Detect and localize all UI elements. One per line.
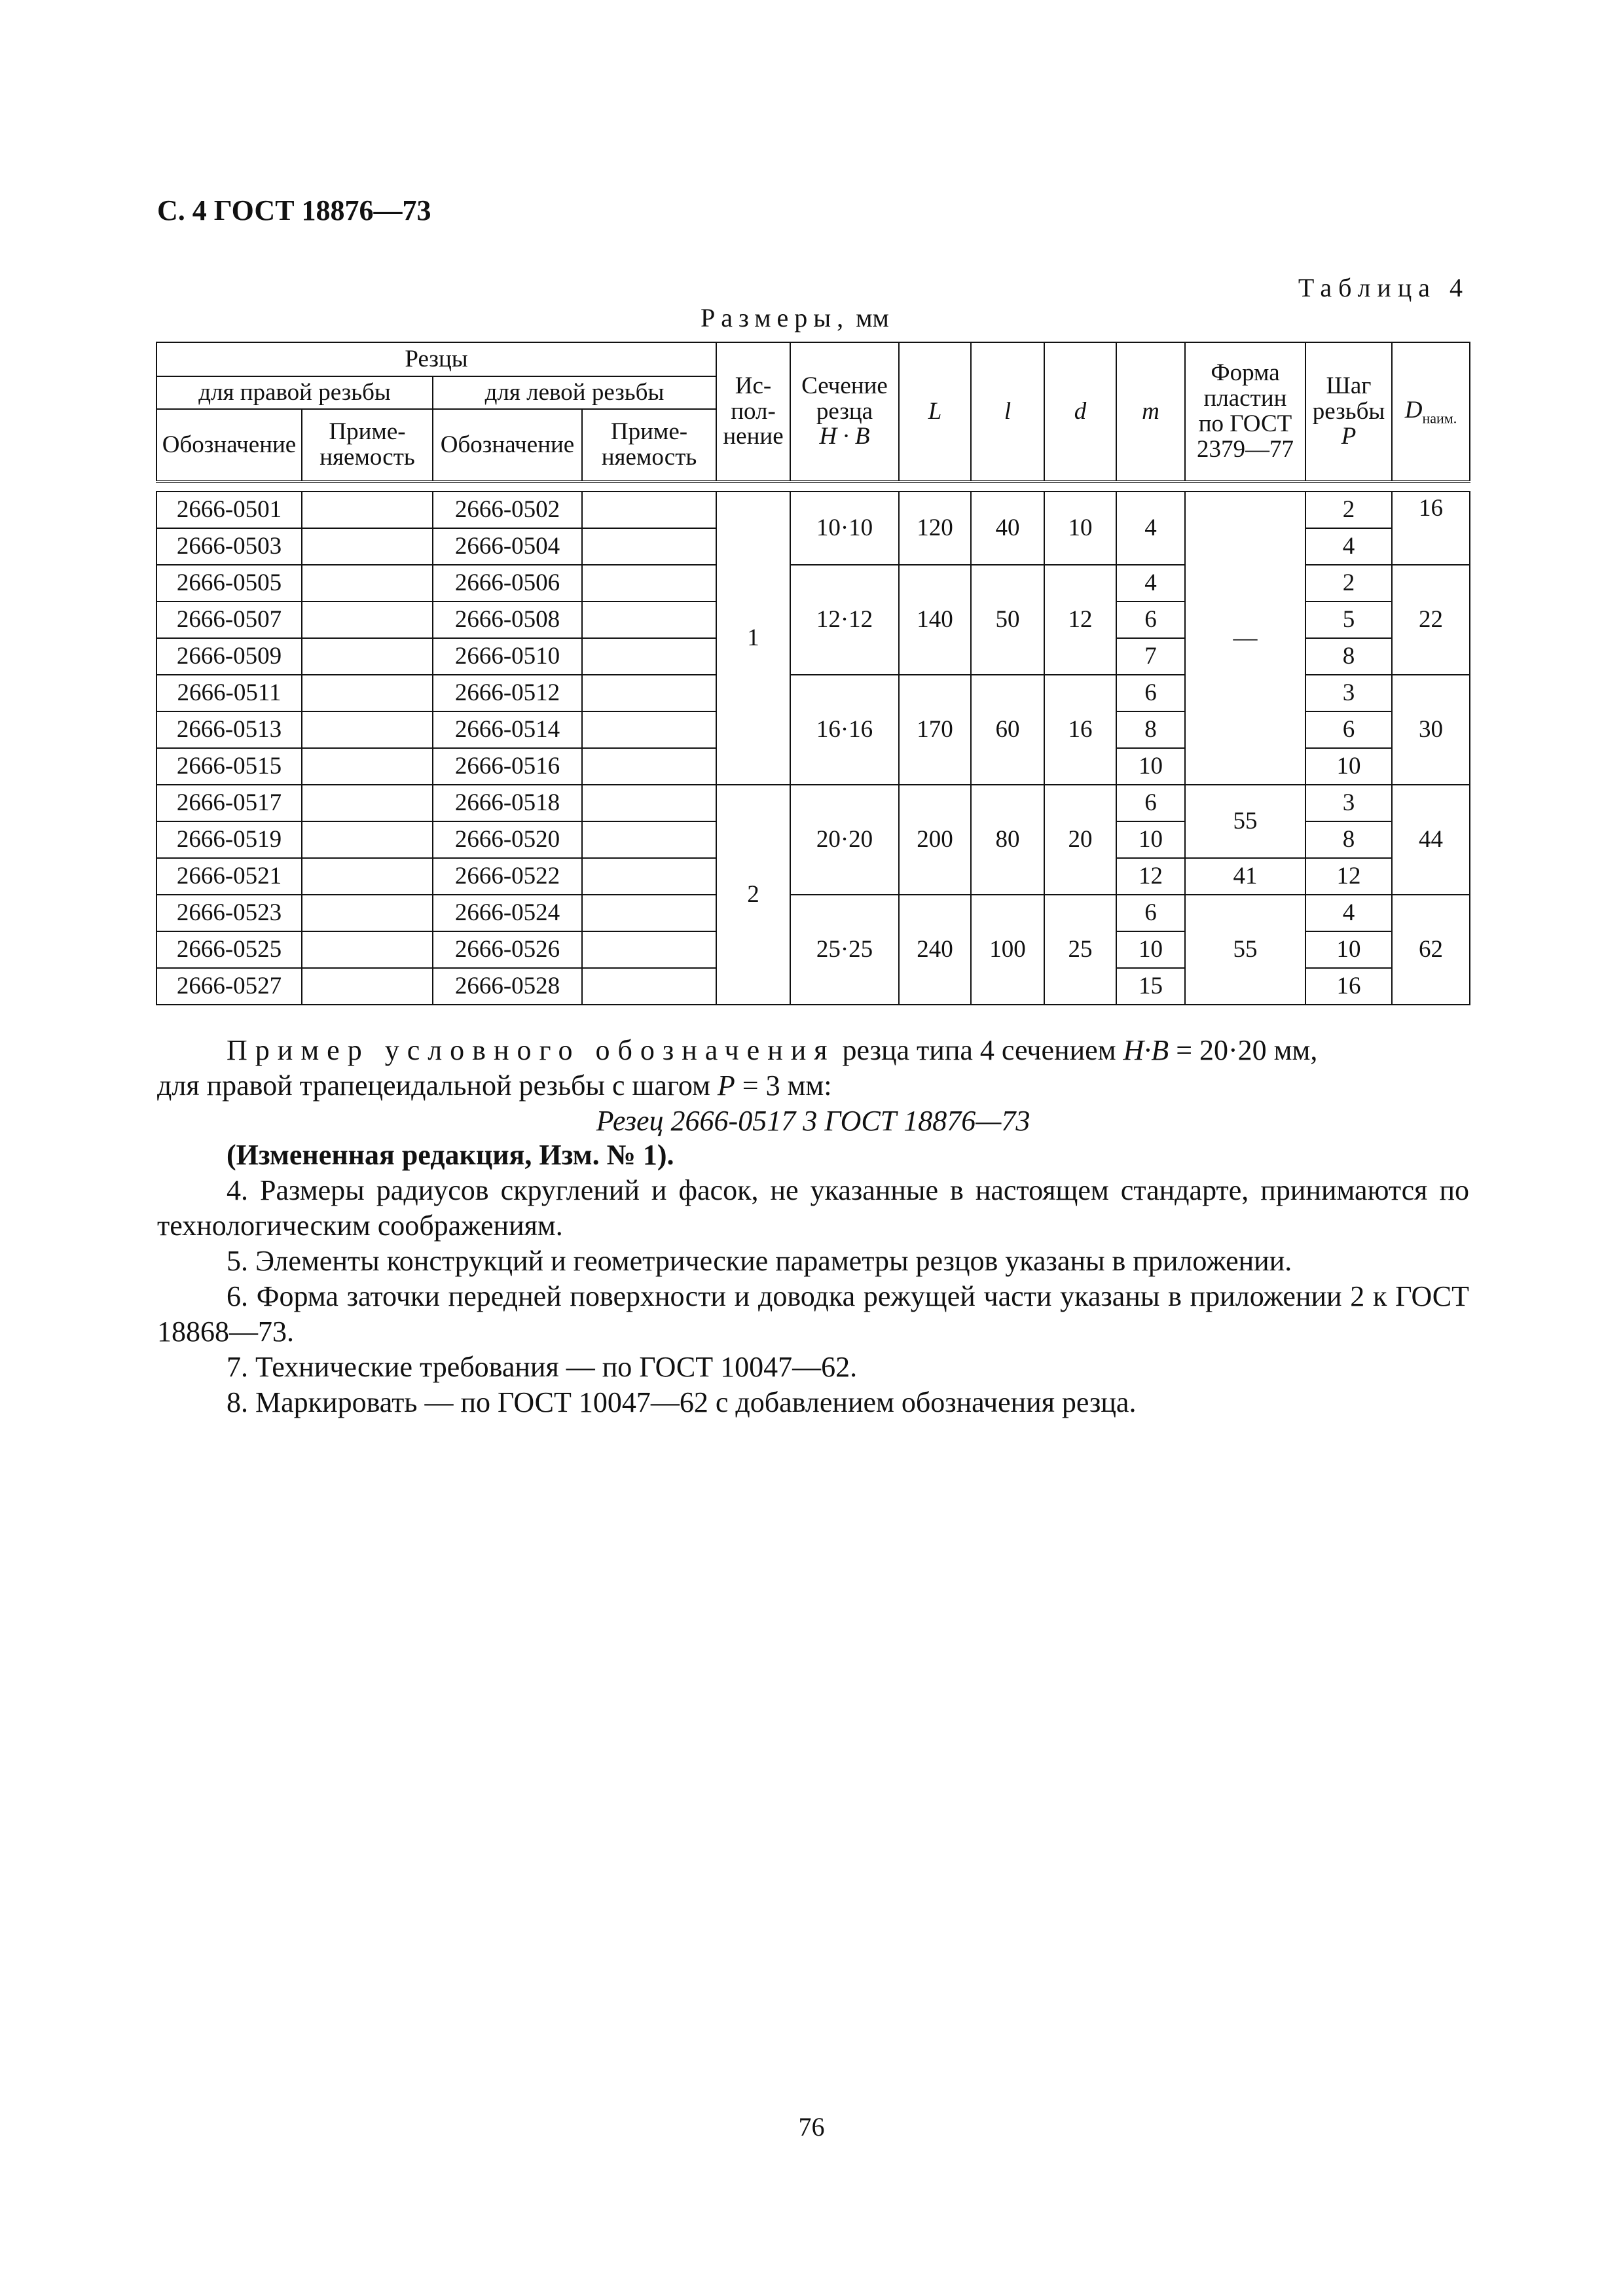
table-cell: 2666-0507	[156, 601, 302, 638]
section-cell: 12·12	[790, 565, 899, 675]
table-cell	[582, 785, 716, 821]
d-cell: 10	[1044, 492, 1116, 565]
m-cell: 15	[1116, 968, 1185, 1005]
table-cell: 2666-0526	[433, 931, 582, 968]
col-D-label: D	[1404, 396, 1423, 423]
table-cell: 2666-0501	[156, 492, 302, 528]
table-label: Таблица 4	[1298, 273, 1469, 302]
table-cell	[302, 968, 433, 1005]
L-cell: 120	[899, 492, 971, 565]
table-cell: 2666-0519	[156, 821, 302, 858]
table-cell: 2666-0508	[433, 601, 582, 638]
m-cell: 7	[1116, 638, 1185, 675]
table-cell	[582, 638, 716, 675]
table-cell	[302, 785, 433, 821]
example-paragraph	[157, 1033, 1469, 1103]
table-cell	[582, 675, 716, 711]
m-cell: 4	[1116, 565, 1185, 601]
pitch-cell: 5	[1305, 601, 1392, 638]
example-designation: Резец 2666-0517 3 ГОСТ 18876—73	[596, 1105, 1030, 1137]
table-cell: 2666-0512	[433, 675, 582, 711]
table-cell	[582, 748, 716, 785]
m-cell: 6	[1116, 785, 1185, 821]
col-l: l	[971, 342, 1044, 482]
pitch-cell: 3	[1305, 785, 1392, 821]
table-cell: 2666-0515	[156, 748, 302, 785]
units-label	[701, 302, 889, 333]
example-lead: Пример условного обозначения	[227, 1034, 835, 1066]
version-cell: 2	[716, 785, 790, 1005]
col-pitch-label: Шаг резьбы	[1312, 372, 1385, 425]
example-text1: резца типа 4 сечением	[835, 1034, 1123, 1066]
item-8: 8. Маркировать — по ГОСТ 10047—62 с добавлением обозначения резца.	[227, 1386, 1137, 1418]
section-cell: 20·20	[790, 785, 899, 895]
m-cell: 6	[1116, 895, 1185, 931]
pitch-cell: 10	[1305, 931, 1392, 968]
item-4: 4. Размеры радиусов скруглений и фасок, не указанные в настоящем стандарте, принимаются по технологическим соображениям.	[157, 1174, 1469, 1242]
D-cell: 30	[1392, 675, 1470, 785]
L-cell: 140	[899, 565, 971, 675]
table-cell: 2666-0506	[433, 565, 582, 601]
pitch-cell: 8	[1305, 821, 1392, 858]
example-hb: H·B	[1123, 1034, 1169, 1066]
col-pitch	[1305, 342, 1392, 482]
table-cell: 2666-0502	[433, 492, 582, 528]
section-cell: 25·25	[790, 895, 899, 1005]
example-line2b: = 3 мм:	[735, 1069, 832, 1102]
table-cell: 2666-0513	[156, 711, 302, 748]
table-cell: 2666-0525	[156, 931, 302, 968]
section-cell: 16·16	[790, 675, 899, 785]
table-cell	[582, 821, 716, 858]
page-number: 76	[798, 2112, 825, 2142]
table-cell	[582, 492, 716, 528]
table-cell: 2666-0524	[433, 895, 582, 931]
table-cell: 2666-0509	[156, 638, 302, 675]
D-cell: 44	[1392, 785, 1470, 895]
col-D-sub: наим.	[1422, 410, 1457, 427]
table-cell	[302, 492, 433, 528]
col-section	[790, 342, 899, 482]
d-cell: 16	[1044, 675, 1116, 785]
pitch-cell: 4	[1305, 528, 1392, 565]
example-line2a: для правой трапецеидальной резьбы с шагом	[157, 1069, 718, 1102]
l-cell: 50	[971, 565, 1044, 675]
D-cell: 22	[1392, 565, 1470, 675]
table-cell: 2666-0516	[433, 748, 582, 785]
table-cell	[582, 528, 716, 565]
table-cell	[302, 895, 433, 931]
item-7: 7. Технические требования — по ГОСТ 10047—62.	[227, 1351, 858, 1383]
col-left-applicability: Приме- няемость	[582, 409, 716, 482]
table-cell	[302, 601, 433, 638]
D-cell: 62	[1392, 895, 1470, 1005]
plate-cell: 55	[1185, 785, 1305, 858]
table-cell	[582, 895, 716, 931]
item-6: 6. Форма заточки передней поверхности и доводка режущей части указаны в приложении 2 к ГОСТ 18868—73.	[157, 1280, 1469, 1348]
pitch-cell: 12	[1305, 858, 1392, 895]
pitch-cell: 2	[1305, 492, 1392, 528]
table-cell	[302, 565, 433, 601]
d-cell: 25	[1044, 895, 1116, 1005]
table-cell	[582, 565, 716, 601]
table-cell: 2666-0510	[433, 638, 582, 675]
table-cell	[302, 821, 433, 858]
revision-note: (Измененная редакция, Изм. № 1).	[227, 1139, 674, 1171]
table-cell	[302, 931, 433, 968]
item-5: 5. Элементы конструкций и геометрические параметры резцов указаны в приложении.	[227, 1245, 1292, 1277]
table-cell	[302, 748, 433, 785]
L-cell: 170	[899, 675, 971, 785]
table-cell: 2666-0511	[156, 675, 302, 711]
l-cell: 100	[971, 895, 1044, 1005]
table-cell: 2666-0503	[156, 528, 302, 565]
d-cell: 20	[1044, 785, 1116, 895]
table-cell: 2666-0505	[156, 565, 302, 601]
pitch-cell: 10	[1305, 748, 1392, 785]
plate-cell: 55	[1185, 895, 1305, 1005]
table-cell	[302, 528, 433, 565]
version-cell: 1	[716, 492, 790, 785]
D-cell: 16	[1392, 492, 1470, 565]
m-cell: 6	[1116, 601, 1185, 638]
section-cell: 10·10	[790, 492, 899, 565]
col-pitch-sub: P	[1341, 423, 1357, 450]
table-cell	[582, 601, 716, 638]
pitch-cell: 16	[1305, 968, 1392, 1005]
table-cell	[302, 711, 433, 748]
table-cell: 2666-0520	[433, 821, 582, 858]
col-left-thread: для левой резьбы	[433, 376, 716, 409]
example-p: P	[717, 1069, 735, 1102]
table-cell	[582, 931, 716, 968]
pitch-cell: 3	[1305, 675, 1392, 711]
m-cell: 10	[1116, 931, 1185, 968]
col-right-thread: для правой резьбы	[156, 376, 433, 409]
table-cell: 2666-0517	[156, 785, 302, 821]
table-cell: 2666-0518	[433, 785, 582, 821]
table-cell: 2666-0504	[433, 528, 582, 565]
dimensions-table	[156, 342, 1470, 1005]
table-cell	[582, 858, 716, 895]
col-right-designation: Обозначение	[156, 409, 302, 482]
table-cell	[582, 711, 716, 748]
header-separator	[156, 482, 1470, 492]
L-cell: 240	[899, 895, 971, 1005]
col-m: m	[1116, 342, 1185, 482]
col-D	[1392, 342, 1470, 482]
col-left-designation: Обозначение	[433, 409, 582, 482]
page-header: С. 4 ГОСТ 18876—73	[157, 194, 431, 226]
l-cell: 80	[971, 785, 1044, 895]
plate-cell: 41	[1185, 858, 1305, 895]
table-cell: 2666-0521	[156, 858, 302, 895]
table-cell	[302, 858, 433, 895]
pitch-cell: 4	[1305, 895, 1392, 931]
m-cell: 4	[1116, 492, 1185, 565]
table-cell	[302, 675, 433, 711]
table-cell: 2666-0528	[433, 968, 582, 1005]
col-version: Ис- пол- нение	[716, 342, 790, 482]
example-text2: = 20·20 мм,	[1169, 1034, 1318, 1066]
table-cell: 2666-0514	[433, 711, 582, 748]
m-cell: 6	[1116, 675, 1185, 711]
units-prefix: Размеры,	[701, 303, 850, 332]
col-L: L	[899, 342, 971, 482]
l-cell: 60	[971, 675, 1044, 785]
col-right-applicability: Приме- няемость	[302, 409, 433, 482]
table-cell: 2666-0522	[433, 858, 582, 895]
table-cell	[302, 638, 433, 675]
pitch-cell: 6	[1305, 711, 1392, 748]
table-cell: 2666-0527	[156, 968, 302, 1005]
col-section-sub: H · B	[819, 423, 870, 450]
col-section-label: Сечение резца	[801, 372, 888, 425]
col-plate-form: Форма пластин по ГОСТ 2379—77	[1185, 342, 1305, 482]
d-cell: 12	[1044, 565, 1116, 675]
units-suffix: мм	[856, 303, 889, 332]
m-cell: 12	[1116, 858, 1185, 895]
plate-cell: —	[1185, 492, 1305, 785]
table-cell: 2666-0523	[156, 895, 302, 931]
l-cell: 40	[971, 492, 1044, 565]
L-cell: 200	[899, 785, 971, 895]
col-cutters: Резцы	[156, 342, 716, 376]
pitch-cell: 2	[1305, 565, 1392, 601]
col-d: d	[1044, 342, 1116, 482]
m-cell: 10	[1116, 821, 1185, 858]
m-cell: 8	[1116, 711, 1185, 748]
table-cell	[582, 968, 716, 1005]
pitch-cell: 8	[1305, 638, 1392, 675]
m-cell: 10	[1116, 748, 1185, 785]
